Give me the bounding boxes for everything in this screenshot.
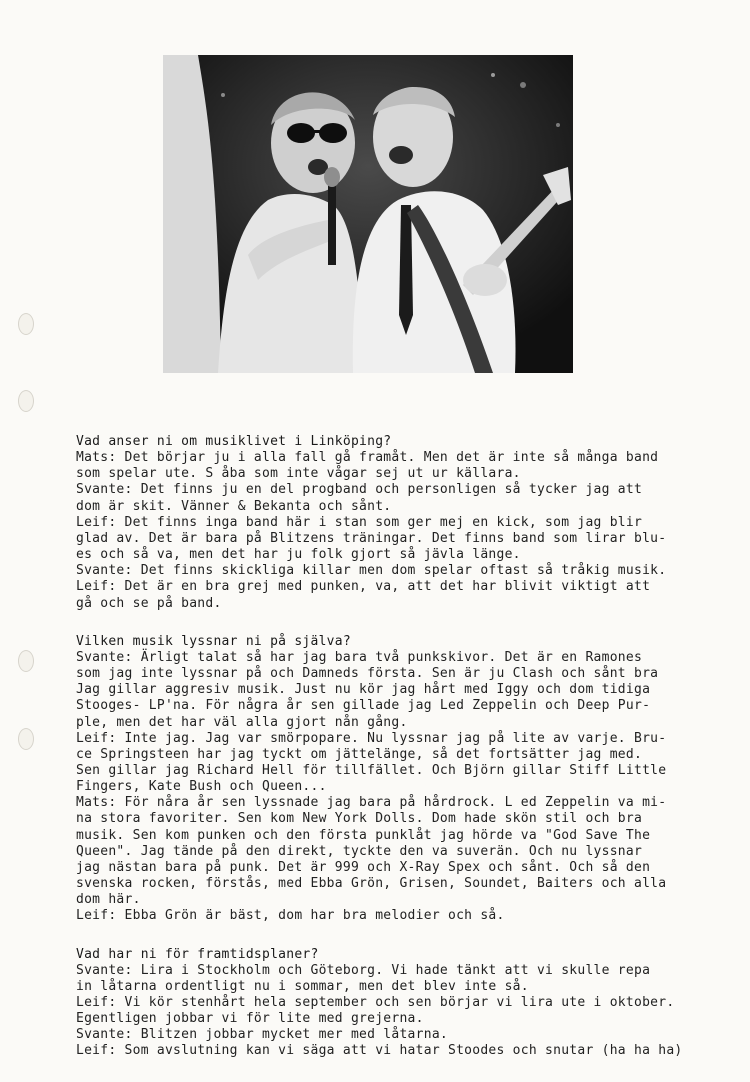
text-line: Leif: Vi kör stenhårt hela september och sen börjar vi lira ute i oktober. (76, 995, 675, 1010)
text-line: Svante: Blitzen jobbar mycket mer med låtarna. (76, 1027, 448, 1043)
text-line: som jag inte lyssnar på och Damneds första. Sen är ju Clash och sånt bra (76, 666, 659, 682)
text-line: svenska rocken, förstås, med Ebba Grön, Grisen, Soundet, Baiters och alla (76, 876, 667, 892)
text-line: Leif: Det är en bra grej med punken, va, att det har blivit viktigt att (76, 579, 651, 595)
text-line: glad av. Det är bara på Blitzens träningar. Det finns band som lirar blu- (76, 530, 667, 546)
interview-section (76, 434, 686, 612)
text-line: Leif: Som avslutning kan vi säga att vi hatar Stoodes och snutar (ha ha ha) (76, 1043, 683, 1059)
text-line: Leif: Inte jag. Jag var smörpopare. Nu lyssnar jag på lite av varje. Bru- (76, 730, 667, 746)
text-line: Fingers, Kate Bush och Queen... (76, 779, 327, 795)
text-line: Leif: Ebba Grön är bäst, dom har bra melodier och så. (76, 908, 505, 924)
interview-section (76, 634, 686, 925)
punch-hole (18, 390, 34, 412)
text-line: na stora favoriter. Sen kom New York Dolls. Dom hade skön stil och bra (76, 811, 643, 827)
text-line: Stooges- LP'na. För några år sen gillade jag Led Zeppelin och Deep Pur- (76, 698, 651, 714)
punch-hole (18, 313, 34, 335)
text-line: Svante: Det finns skickliga killar men dom spelar oftast så tråkig musik. (76, 563, 667, 579)
text-line: Svante: Ärligt talat så har jag bara två punkskivor. Det är en Ramones (76, 649, 643, 665)
text-line: dom är skit. Vänner & Bekanta och sånt. (76, 498, 392, 514)
question-line: Vad anser ni om musiklivet i Linköping? (76, 434, 392, 449)
text-line: Sen gillar jag Richard Hell för tillfället. Och Björn gillar Stiff Little (76, 762, 667, 778)
text-line: som spelar ute. S åba som inte vågar sej ut ur källara. (76, 466, 521, 482)
question-line: Vad har ni för framtidsplaner? (76, 946, 319, 962)
text-line: es och så va, men det har ju folk gjort så jävla länge. (76, 547, 521, 563)
text-line: Mats: För nåra år sen lyssnade jag bara på hårdrock. L ed Zeppelin va mi- (76, 795, 667, 811)
text-line: Svante: Lira i Stockholm och Göteborg. Vi hade tänkt att vi skulle repa (76, 962, 651, 978)
text-line: dom här. (76, 892, 141, 908)
text-line: Queen". Jag tände på den direkt, tyckte den va suverän. Och nu lyssnar (76, 843, 643, 859)
text-line: ce Springsteen har jag tyckt om jättelänge, så det fortsätter jag med. (76, 746, 643, 762)
band-photo (163, 55, 573, 373)
text-line: gå och se på band. (76, 595, 222, 611)
text-line: musik. Sen kom punken och den första punklåt jag hörde va "God Save The (76, 827, 651, 843)
interview-text (76, 434, 686, 1082)
text-line: Mats: Det börjar ju i alla fall gå framåt. Men det är inte så många band (76, 450, 659, 466)
text-line: Svante: Det finns ju en del progband och personligen så tycker jag att (76, 482, 643, 498)
interview-section (76, 947, 686, 1060)
text-line: Leif: Det finns inga band här i stan som ger mej en kick, som jag blir (76, 514, 643, 530)
band-photo-illustration (163, 55, 573, 373)
punch-hole (18, 728, 34, 750)
text-line: ple, men det har väl alla gjort nån gång. (76, 714, 408, 730)
text-line: Egentligen jobbar vi för lite med grejerna. (76, 1011, 424, 1027)
punch-hole (18, 650, 34, 672)
text-line: in låtarna ordentligt nu i sommar, men det blev inte så. (76, 978, 529, 994)
text-line: jag nästan bara på punk. Det är 999 och X-Ray Spex och sånt. Och så den (76, 859, 651, 875)
question-line: Vilken musik lyssnar ni på själva? (76, 633, 351, 649)
text-line: Jag gillar aggresiv musik. Just nu kör jag hårt med Iggy och dom tidiga (76, 682, 651, 698)
